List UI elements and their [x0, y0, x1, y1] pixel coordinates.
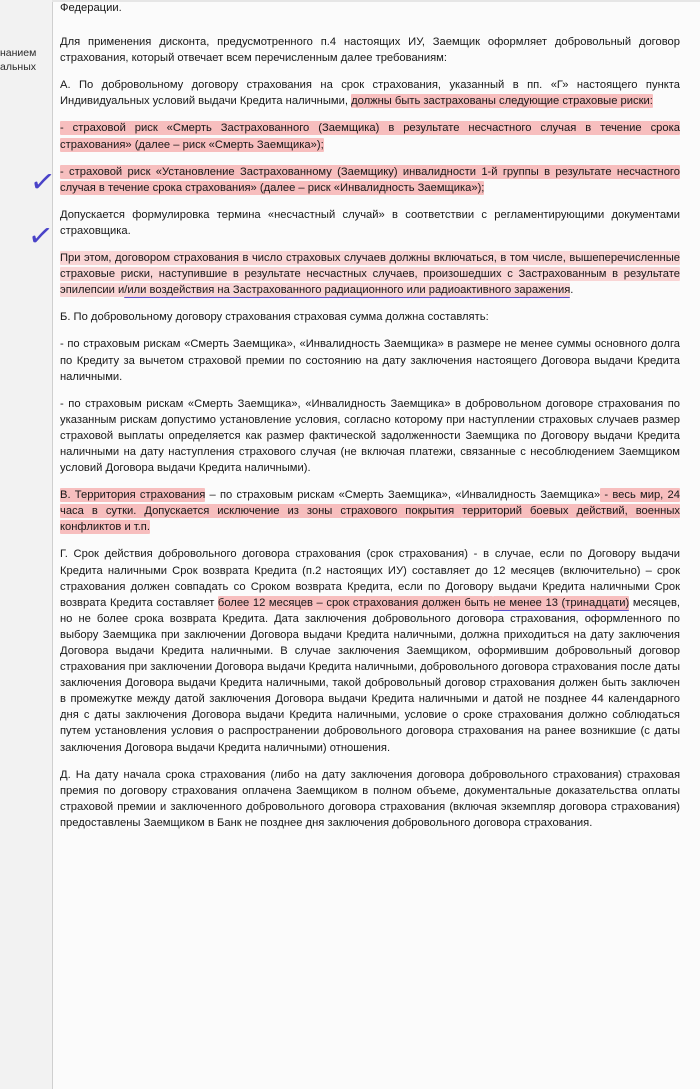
- paragraph-clause-g-term: [60, 546, 680, 755]
- territory-heading-text: В. Территория страхования: [60, 489, 206, 502]
- territory-exclusion-text: территорий боевых действий, военных конфликтов и т.п.: [60, 505, 680, 534]
- epilepsy-clause-period: .: [570, 284, 574, 297]
- paragraph-sum-principal: - по страховым рискам «Смерть Заемщика», «Инвалидность Заемщика» в размере не менее суммы основного долга по Кредиту за вычетом страховой премии по состоянию на дату заключения настоящего Договора выдачи Кредита наличными.: [60, 338, 680, 383]
- paragraph-clause-d-premium: Д. На дату начала срока страхования (либо на дату заключения договора добровольного страхования) страховая премия по договору страхования оплачена Заемщиком в полном объеме, документальные доказательства оплаты страховой премии и заключенного добровольного договора страхования (включая экземпляр договора страхования) предоставлены Заемщиком в Банк не позднее дня заключения добровольного договора страхования.: [60, 768, 680, 829]
- paragraph-clause-a: [60, 77, 680, 109]
- paragraph-sum-actual-debt: - по страховым рискам «Смерть Заемщика», «Инвалидность Заемщика» в добровольном договоре страхования по указанным рискам допустимо установление условия, согласно которому при наступлении страховых случаев размер страховой выплаты определяется как размер фактической задолженности Заемщика по Договору выдачи Кредита наличными на дату наступления страхового случая (не включая платежи, связанные с несоблюдением Заемщиком условий Договора выдачи Кредита наличными).: [60, 397, 680, 475]
- page-left-margin: [0, 0, 52, 1089]
- risk-disability-text: - страховой риск «Установление Застрахованному (Заемщику) инвалидности 1-й группы в результате несчастного случая в течение срока страхования» (далее – риск «Инвалидность Заемщика»);: [60, 165, 680, 194]
- paragraph-epilepsy-radiation: [60, 250, 680, 298]
- epilepsy-clause-text: При этом, договором страхования в число страховых случаев должны включаться, в том числе, вышеперечисленные страховые риски, наступившие в результате несчастных случаев, произошедших с Застрахованным в результате эпилепсии и: [60, 252, 680, 297]
- paragraph-discount-intro: Для применения дисконта, предусмотренного п.4 настоящих ИУ, Заемщик оформляет добровольный договор страхования, который отвечает всем перечисленным далее требованиям:: [60, 36, 680, 65]
- term-clause-text-part2: месяцев, но не более срока возврата Кредита. Дата заключения добровольного договора страхования, оформленного по выбору Заемщика при заключении Договора выдачи Кредита наличными, должна приходиться на дату заключения Договора выдачи Кредита наличными. В случае заключения Заемщиком, оформившим добровольный договор страхования при заключении Договора выдачи Кредита наличными, добровольного договора страхования после даты заключения Договора выдачи Кредита наличными, такой добровольный договор страхования должен быть заключен в промежутке между датой заключения Договора выдачи Кредита наличными и датой не позднее 44 календарного дня с даты заключения Договора выдачи Кредита наличными, условие о сроке страхования должно соблюдаться путем установления условия о распространении добровольного договора страхования на ранее возникшие (с даты заключения Договора выдачи Кредита наличными) отношения.: [60, 596, 680, 754]
- term-clause-text-part1: Г. Срок действия добровольного договора страхования (срок страхования) - в случае, если по Договору выдачи Кредита наличными Срок возврата Кредита (п.2 настоящих ИУ) составляет до 12 месяцев (включительно) – срок страхования должен совпадать со Сроком возврата Кредита, если по Договору выдачи Кредита наличными Срок возврата Кредита составляет: [60, 548, 680, 609]
- paragraph-clause-v-territory: [60, 487, 680, 535]
- term-clause-more-than-12: более 12 месяцев – срок страхования должен быть: [217, 596, 494, 609]
- handwritten-checkmark-icon: ✓: [27, 164, 58, 201]
- paragraph-federation: Федерации.: [60, 2, 122, 14]
- clause-a-text-plain: А. По добровольному договору страхования на срок страхования, указанный в пп. «Г» настоящего пункта Индивидуальных условий выдачи Кредита наличными,: [60, 79, 680, 108]
- margin-note-line-1: нанием: [0, 47, 37, 59]
- paragraph-clause-b: Б. По добровольному договору страхования страховая сумма должна составлять:: [60, 311, 489, 324]
- document-body: [60, 0, 690, 842]
- risk-death-text: - страховой риск «Смерть Застрахованного (Заемщика) в результате несчастного случая в течение срока страхования» (далее – риск «Смерть Заемщика»);: [60, 122, 680, 151]
- margin-note-line-2: альных: [0, 61, 37, 73]
- handwritten-checkmark-icon: ✓: [25, 218, 56, 255]
- margin-rule-line: [52, 0, 53, 1089]
- paragraph-risk-death: [60, 120, 680, 152]
- radiation-clause-text: /или воздействия на Застрахованного радиационного или радиоактивного заражения: [124, 284, 571, 297]
- paragraph-accident-term: Допускается формулировка термина «несчастный случай» в соответствии с регламентирующими документами страховщика.: [60, 208, 680, 237]
- territory-scope-text: - весь мир, 24 часа в сутки. Допускается исключение из зоны страхового покрытия: [60, 489, 680, 518]
- clause-a-text-highlighted: должны быть застрахованы следующие страховые риски:: [351, 95, 653, 108]
- territory-risks-text: – по страховым рискам «Смерть Заемщика», «Инвалидность Заемщика»: [205, 489, 601, 502]
- paragraph-risk-disability: [60, 164, 680, 196]
- term-clause-min-13-months: не менее 13 (тринадцати): [493, 596, 630, 609]
